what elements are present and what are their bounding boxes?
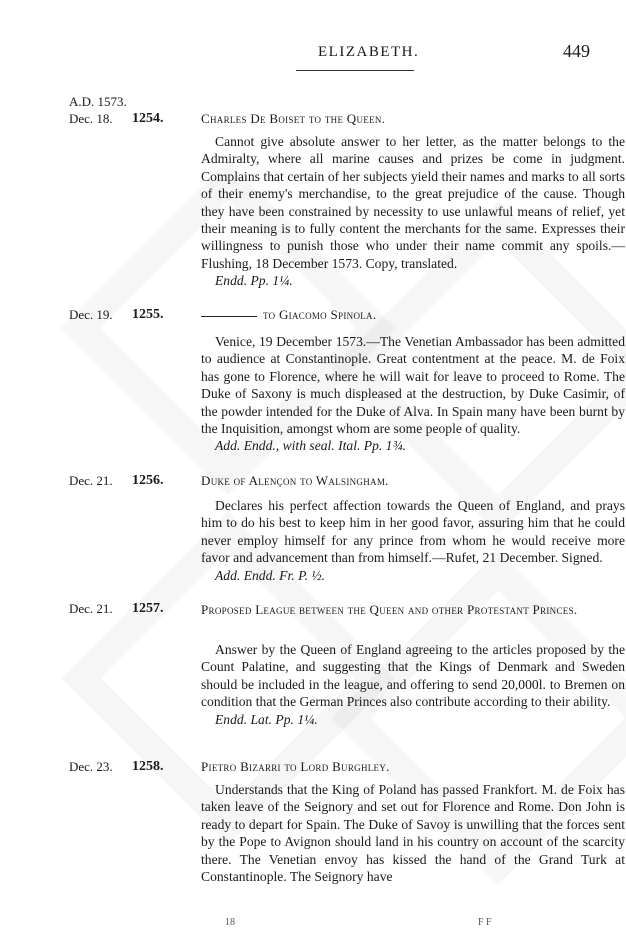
entry-endorsement: Add. Endd., with seal. Ital. Pp. 1¾. bbox=[215, 438, 407, 454]
entry-title-text: to Giacomo Spinola. bbox=[263, 307, 377, 322]
page-header bbox=[0, 41, 626, 68]
entry-number: 1255. bbox=[132, 307, 164, 322]
entry-number: 1258. bbox=[132, 759, 164, 774]
entry-title bbox=[201, 307, 376, 323]
entry-endorsement: Endd. Lat. Pp. 1¼. bbox=[215, 711, 318, 727]
entry-title: Pietro Bizarri to Lord Burghley. bbox=[201, 759, 390, 774]
entry-endorsement: Add. Endd. Fr. P. ½. bbox=[215, 567, 326, 583]
entry-title: Duke of Alençon to Walsingham. bbox=[201, 473, 389, 488]
entry-body: Understands that the King of Poland has passed Frankfort. M. de Foix has taken leave of the Seignory and set out for Florence and Rome. Don John is ready to depart for Spain. The Duke of Savoy is unwilling that the forces sent by the Pope to Avignon should land in his country on account of the scarcity there. The Venetian envoy has kissed the hand of the Grand Turk at Constantinople. The Seignory have bbox=[201, 782, 625, 885]
entry-1255 bbox=[69, 307, 625, 455]
page-number: 449 bbox=[563, 41, 590, 61]
entry-body: Cannot give absolute answer to her letter, as the matter belongs to the Admiralty, where all marine causes and prizes be come in judgment. Complains that certain of her subjects yield their names and marks to all sorts of their enemy's merchandise, to the great prejudice of the cause. Though they have been constrained by necessity to use unlawful means of relief, yet their meaning is to fully content the merchants for the same. Expresses their willingness to punish those who under their name commit any spoils.—Flushing, 18 December 1573. Copy, translated. bbox=[201, 134, 625, 271]
entry-date: Dec. 19. bbox=[69, 307, 113, 322]
signature-mark-right: F F bbox=[478, 917, 492, 928]
entry-number: 1257. bbox=[132, 601, 164, 616]
entry-title: Charles De Boiset to the Queen. bbox=[201, 111, 386, 126]
entry-1254 bbox=[69, 111, 625, 290]
entry-body: Venice, 19 December 1573.—The Venetian Ambassador has been admitted to audience at Constantinople. Great contentment at the peace. M. de Foix has gone to Florence, where he will wait for leave to proceed to Rome. The Duke of Saxony is much displeased at the destruction, by Duke Casimir, of the powder intended for the Duke of Alva. In Spain many have been burnt by the Inquisition, amongst whom are some people of quality. bbox=[201, 334, 625, 437]
signature-mark-left: 18 bbox=[225, 917, 235, 928]
entry-1258 bbox=[69, 759, 625, 885]
header-rule bbox=[296, 70, 414, 71]
author-dash bbox=[201, 316, 257, 317]
entry-title: Proposed League between the Queen and other Protestant Princes. bbox=[201, 602, 578, 617]
entry-number: 1254. bbox=[132, 111, 164, 126]
entry-date: Dec. 23. bbox=[69, 759, 113, 774]
entry-number: 1256. bbox=[132, 473, 164, 488]
entry-date: Dec. 18. bbox=[69, 111, 113, 126]
entry-endorsement: Endd. Pp. 1¼. bbox=[215, 273, 293, 289]
ad-year: A.D. 1573. bbox=[69, 94, 127, 109]
entry-1256 bbox=[69, 473, 625, 584]
entry-body: Answer by the Queen of England agreeing to the articles proposed by the Count Palatine, and suggesting that the Kings of Denmark and Sweden should be included in the league, and offering to send 20,000l. to Bremen on condition that the German Princes also contribute according to their ability. bbox=[201, 642, 625, 710]
entry-date: Dec. 21. bbox=[69, 601, 113, 616]
entry-1257 bbox=[69, 601, 625, 728]
running-head: ELIZABETH. bbox=[318, 44, 420, 60]
entry-body: Declares his perfect affection towards the Queen of England, and prays him to do his best to keep him in her good favor, assuring him that he could never employ himself for any prince from whom he would receive more favor and advancement than from himself.—Rufet, 21 December. Signed. bbox=[201, 498, 625, 566]
entry-date: Dec. 21. bbox=[69, 473, 113, 488]
